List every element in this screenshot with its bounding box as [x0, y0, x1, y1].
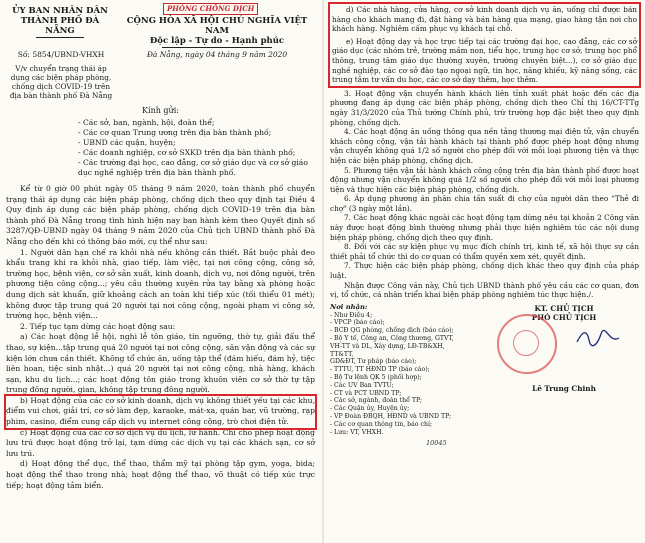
page-2: [324, 0, 645, 543]
paragraph: c) Hoạt động của các cơ sở dịch vụ du lịch, lữ hành. Chỉ cho phép hoạt động lưu trú được hoạt động trở lại, tạm dừng các dịch vụ tại các khách sạn, cơ sở lưu trú.: [6, 427, 315, 458]
paragraph: 2. Tiếp tục tạm dừng các hoạt động sau:: [20, 321, 176, 331]
paragraph: Nhận được Công văn này, Chủ tịch UBND thành phố yêu cầu các cơ quan, đơn vị, tổ chức, cá nhân triển khai biện pháp phòng nghiêm túc thực hiện./.: [330, 280, 639, 300]
signer-block: [489, 304, 639, 448]
paragraph: 8. Đối với các sự kiện phục vụ mục đích chính trị, kinh tế, xã hội thực sự cần thiết phải tổ chức thì do cơ quan có thẩm quyền xem xét, quyết định.: [330, 242, 639, 261]
paragraph: d) Các nhà hàng, cửa hàng, cơ sở kinh doanh dịch vụ ăn, uống chỉ được bán hàng cho khách mang đi, đặt hàng và bán hàng qua mạng, giao hàng tận nơi cho khách hàng. Nghiêm cấm phục vụ khách tại chỗ.: [332, 5, 637, 34]
cc-item: - TTTU, TT HĐND TP (báo cáo);: [330, 366, 430, 374]
recipient: - Các cơ quan Trung ương trên địa bàn thành phố;: [78, 128, 272, 137]
recipient: - UBND các quận, huyện;: [78, 138, 176, 147]
signature-section: [330, 304, 639, 448]
cc-item: - VPCP (báo cáo);: [330, 319, 385, 327]
recipient: - Các sở, ban, ngành, hội, đoàn thể;: [78, 118, 215, 127]
divider: [162, 47, 272, 48]
cc-item: - Các sở, ngành, đoàn thể TP;: [330, 397, 423, 405]
highlighted-box: [330, 4, 639, 86]
urgent-stamp: PHÒNG CHỐNG DỊCH: [163, 3, 258, 15]
nation-line-2: Độc lập - Tự do - Hạnh phúc: [149, 36, 285, 46]
kinh-gui: Kính gửi:: [142, 106, 179, 115]
cc-item: GD&ĐT, Tư pháp (báo cáo);: [330, 358, 417, 366]
signer-name: Lê Trung Chinh: [532, 383, 596, 393]
signature-scribble: [575, 328, 621, 348]
recipient: - Các trường đại học, cao đẳng, cơ sở giáo dục và cơ sở giáo dục nghề nghiệp trên địa bàn thành phố.: [78, 158, 308, 177]
recipients-cc: [330, 304, 468, 448]
paragraph: 4. Các hoạt động ăn uống thông qua nền tảng thương mại điện tử, vận chuyển khách công cộng, vận tải hành khách tại thành phố được phép hoạt động nhưng vận chuyển không quá 1/2 số người cho phép đối với mỗi loại phương tiện và thực hiện các biện pháp phòng, chống dịch.: [330, 127, 639, 165]
paragraph: 3. Hoạt động vận chuyển hành khách liên tỉnh xuất phát hoặc đến các địa phương đang áp dụng các biện pháp phòng, chống dịch theo Chỉ thị 16/CT-TTg ngày 31/3/2020 của Thủ tướng Chính phủ, trừ trường hợp đặc biệt theo quy định phòng, chống dịch.: [330, 88, 639, 127]
header: [6, 6, 315, 48]
highlighted-paragraph: b) Hoạt động của các cơ sở kinh doanh, dịch vụ không thiết yếu tại các khu, điểm vui chơi, giải trí, cơ sở làm đẹp, karaoke, mát-xa, quán bar, vũ trường, rạp phim, casino, điểm cung cấp dịch vụ internet công cộng, trò chơi điện tử.: [6, 395, 315, 427]
divider: [36, 37, 84, 38]
cc-item: - VP Đoàn ĐBQH, HĐND và UBND TP;: [330, 412, 452, 420]
body-text: [6, 184, 315, 491]
org-line-1: ỦY BAN NHÂN DÂN: [12, 6, 108, 16]
cc-item: - Bộ Tư lệnh QK 5 (phối hợp);: [330, 373, 422, 381]
doc-meta: [6, 50, 315, 60]
national-heading: [119, 6, 315, 48]
paragraph: 7. Các hoạt động khác ngoài các hoạt động tạm dừng nêu tại khoản 2 Công văn này được hoạt động bình thường nhưng phải thực hiện nghiêm túc các nội dung biện pháp phòng, chống dịch theo quy định.: [330, 213, 639, 242]
cc-item: - Như Điều 4;: [330, 311, 373, 319]
paragraph: d) Hoạt động thể dục, thể thao, thẩm mỹ tại phòng tập gym, yoga, bida; hoạt động thể thao trong nhà; hoạt động thể thao, võ thuật có tiếp xúc trực tiếp; hoạt động tắm biển.: [6, 459, 315, 490]
cc-item: - Các UV Ban TVTU;: [330, 381, 394, 389]
noi-nhan-title: Nơi nhận:: [330, 302, 368, 311]
issuing-authority: [6, 6, 114, 48]
handwritten-number: 10045: [426, 439, 447, 448]
body-text: [330, 4, 639, 300]
paragraph: a) Các hoạt động lễ hội, nghi lễ tôn giáo, tín ngưỡng, thờ tự, giải đấu thể thao, sự kiện...tập trung quá 20 người tại nơi công cộng, sân vận động và các sự kiện lớn chưa cần thiết. Không tổ chức ăn, uống tập thể (đám hiếu, đám hỷ, tiệc liên hoan, tiệc sinh nhật...) quá 20 người tại nơi công cộng, nhà hàng, khách sạn, khu du lịch...; các hoạt động tôn giáo trong khuôn viên cơ sở thờ tự tập trung đông người, gian, không tập trung đông người.: [6, 332, 315, 395]
cc-item: - Lưu: VT, VHXH.: [330, 428, 384, 436]
paragraph: 1. Người dân hạn chế ra khỏi nhà nếu không cần thiết. Bắt buộc phải đeo khẩu trang khi ra khỏi nhà, giao tiếp, làm việc, tại nơi công cộng, công sở, trường học, bệnh viện, cơ sở sản xuất, kinh doanh, dịch vụ, nơi đông người, trên phương tiện công cộng...; yêu cầu thường xuyên rửa tay bằng xà phòng hoặc dung dịch sát khuẩn, giữ khoảng cách an toàn khi tiếp xúc (tối thiểu 01 mét); không được tập trung quá 20 người tại nơi công cộng, ngoài phạm vi công sở, trường học, bệnh viện...: [6, 247, 315, 321]
recipient: - Các doanh nghiệp, cơ sở SXKD trên địa bàn thành phố;: [78, 148, 296, 157]
cc-item: - BCĐ QG phòng, chống dịch (báo cáo);: [330, 327, 454, 335]
cc-item: - Các cơ quan thông tin, báo chí;: [330, 420, 433, 428]
official-seal: [497, 314, 557, 374]
cc-item: - Các Quận ủy, Huyện ủy;: [330, 405, 410, 413]
doc-subject: V/v chuyển trạng thái áp dụng các biện pháp phòng, chống dịch COVID-19 trên địa bàn thành phố Đà Nẵng: [9, 64, 113, 100]
doc-date: Đà Nẵng, ngày 04 tháng 9 năm 2020: [146, 50, 288, 59]
cc-item: - Bộ Y tế, Công an, Công thương, GTVT,: [330, 335, 454, 342]
sign-title-2: PHÓ CHỦ TỊCH: [531, 312, 597, 322]
cc-item: VH-TT và DL, Xây dựng, LĐ-TB&XH, TT&TT,: [330, 342, 445, 358]
sign-title-1: KT. CHỦ TỊCH: [534, 303, 594, 313]
paragraph: 6. Áp dụng phương án phân chia tần suất đi chợ của người dân theo "Thẻ đi chợ" (3 ngày một lần).: [330, 194, 639, 213]
nation-line-1: CỘNG HÒA XÃ HỘI CHỦ NGHĨA VIỆT NAM: [126, 16, 308, 36]
paragraph: e) Hoạt động dạy và học trực tiếp tại các trường đại học, cao đẳng, các cơ sở giáo dục (các nhóm trẻ, trường mầm non, tiểu học, trung học cơ sở, trung học phổ thông, trung tâm giáo dục thường xuyên, trường chuyên biệt...), cơ sở giáo dục nghề nghiệp, các cơ sở đào tạo ngoại ngữ, tin học, năng khiếu, kỹ năng sống, các trung tâm tư vấn du học, các cơ sở dạy thêm, học thêm.: [332, 36, 637, 85]
cc-item: - CT và PCT UBND TP;: [330, 389, 402, 397]
paragraph: 7. Thực hiện các biện pháp phòng, chống dịch khác theo quy định của pháp luật.: [330, 261, 639, 281]
recipient-list: [78, 118, 315, 178]
page-1: [0, 0, 322, 543]
paragraph: 5. Phương tiện vận tải hành khách công cộng trên địa bàn thành phố được hoạt động nhưng vận chuyển không quá 1/2 số người cho phép đối với mỗi loại phương tiện và thực hiện các biện pháp phòng, chống dịch.: [330, 165, 639, 194]
paragraph: Kể từ 0 giờ 00 phút ngày 05 tháng 9 năm 2020, toàn thành phố chuyển trạng thái áp dụng các biện pháp phòng, chống dịch theo quy định tại Điều 4 Quy định áp dụng các biện pháp phòng, chống dịch COVID-19 trên địa bàn thành phố Đà Nẵng trong tình hình hiện nay ban hành kèm theo Quyết định số 3287/QĐ-UBND ngày 04 tháng 9 năm 2020 của Chủ tịch UBND thành phố Đà Nẵng cho đến khi có thông báo mới, cụ thể như sau:: [6, 184, 315, 246]
doc-number: Số: 5854/UBND-VHXH: [17, 50, 105, 59]
org-line-2: THÀNH PHỐ ĐÀ NẴNG: [20, 16, 100, 36]
